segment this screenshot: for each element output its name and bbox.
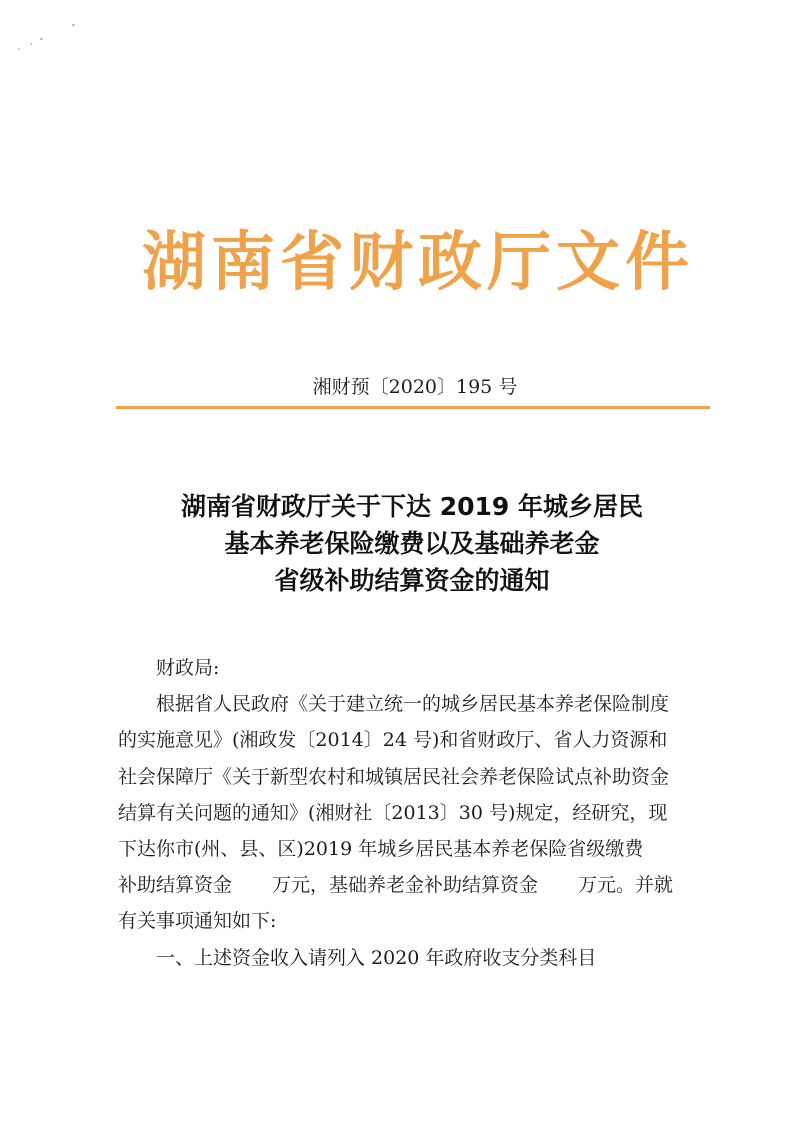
salutation: 财政局: xyxy=(156,657,220,679)
document-body xyxy=(118,650,714,976)
paragraph-line-4: 结算有关问题的通知》(湘财社〔2013〕30 号)规定，经研究，现 xyxy=(118,801,668,824)
title-line-1: 湖南省财政厅关于下达 2019 年城乡居民 xyxy=(181,492,643,521)
paragraph-line-6 xyxy=(118,867,714,903)
scan-speck xyxy=(30,43,32,45)
paragraph-line-5: 下达你市(州、县、区)2019 年城乡居民基本养老保险省级缴费 xyxy=(118,838,644,861)
paragraph-line-6-part-b: 万元，基础养老金补助结算资金 xyxy=(272,874,539,897)
paragraph-line-6-part-c: 万元。并就 xyxy=(578,874,674,897)
paragraph-line-1: 根据省人民政府《关于建立统一的城乡居民基本养老保险制度 xyxy=(156,693,670,716)
paragraph-line-2: 的实施意见》(湘政发〔2014〕24 号)和省财政厅、省人力资源和 xyxy=(118,729,668,752)
scan-speck xyxy=(40,38,43,40)
paragraph-line-7: 有关事项通知如下: xyxy=(118,910,277,933)
scan-speck xyxy=(18,48,20,50)
header-separator-rule xyxy=(116,406,710,409)
item-1: 一、上述资金收入请列入 2020 年政府收支分类科目 xyxy=(156,946,597,969)
paragraph-line-6-part-a: 补助结算资金 xyxy=(118,874,233,897)
paragraph-line-3: 社会保障厅《关于新型农村和城镇居民社会养老保险试点补助资金 xyxy=(118,765,670,788)
document-title xyxy=(112,488,712,599)
title-line-2: 基本养老保险缴费以及基础养老金 xyxy=(224,529,600,558)
scan-speck xyxy=(72,24,75,26)
document-number: 湘财预〔2020〕195 号 xyxy=(312,376,518,398)
document-masthead: 湖南省财政厅文件 xyxy=(142,226,694,300)
title-line-3: 省级补助结算资金的通知 xyxy=(274,566,550,595)
